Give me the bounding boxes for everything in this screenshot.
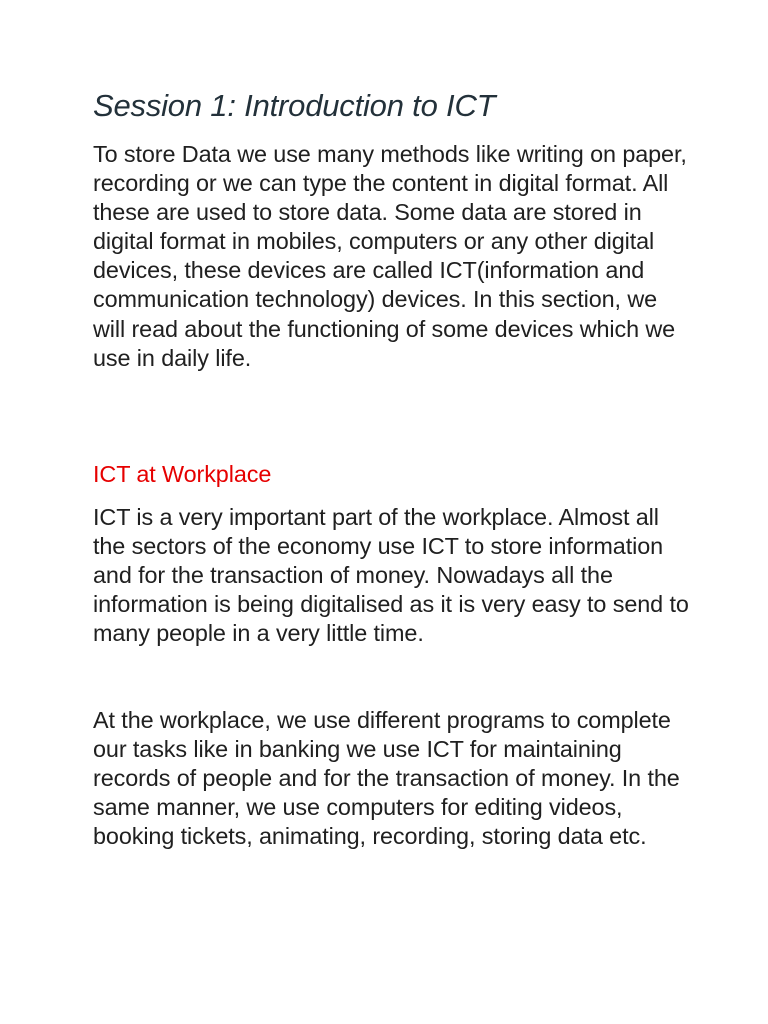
page-title: Session 1: Introduction to ICT xyxy=(93,88,496,123)
workplace-paragraph-2: At the workplace, we use different programs to complete our tasks like in banking we use ICT for maintaining records of people and for the transaction of money. In the same manner, we use computers for editing videos, booking tickets, animating, recording, storing data etc. xyxy=(93,707,680,850)
intro-paragraph: To store Data we use many methods like writing on paper, recording or we can type the content in digital format. All these are used to store data. Some data are stored in digital format in mobiles, computers or any other digital devices, these devices are called ICT(information and communication technology) devices. In this section, we will read about the functioning of some devices which we use in daily life. xyxy=(93,141,687,371)
section-heading-ict-at-workplace: ICT at Workplace xyxy=(93,461,272,487)
workplace-paragraph-1: ICT is a very important part of the workplace. Almost all the sectors of the economy use ICT to store information and for the transaction of money. Nowadays all the information is being digitalised as it is very easy to send to many people in a very little time. xyxy=(93,504,689,647)
